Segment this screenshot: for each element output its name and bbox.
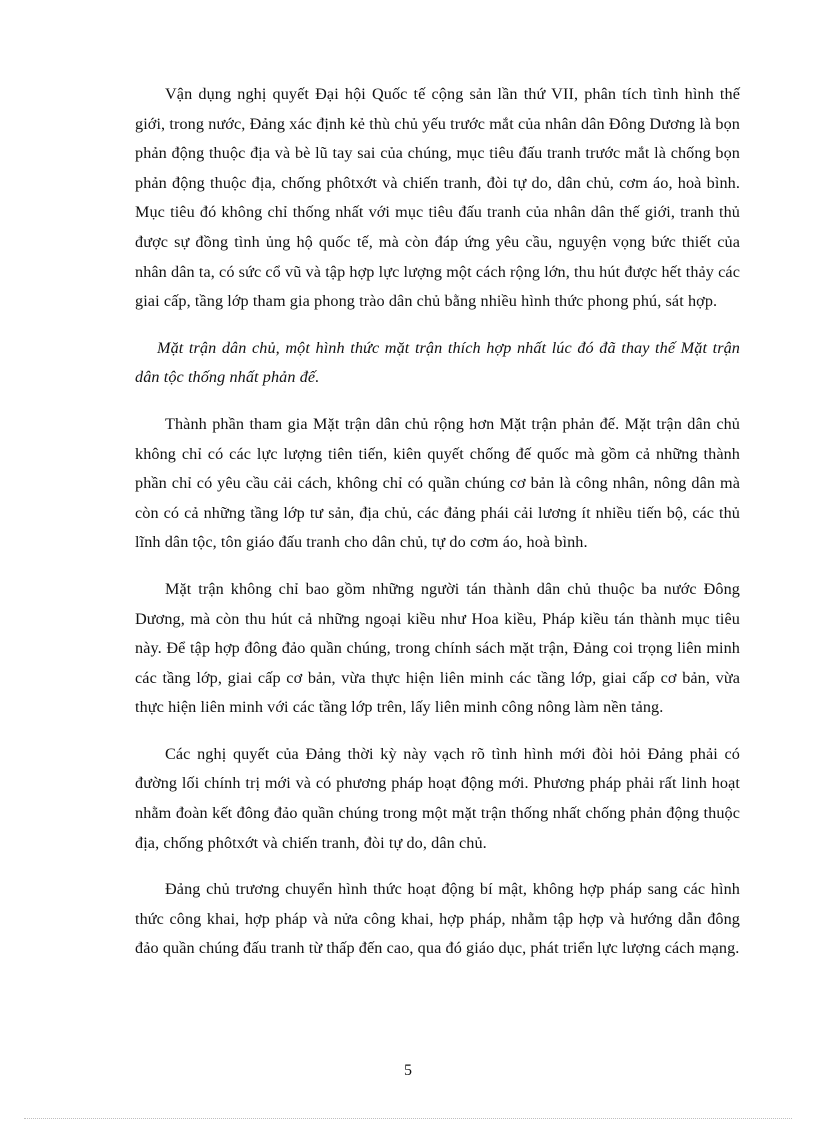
paragraph: Mặt trận không chỉ bao gồm những người tán thành dân chủ thuộc ba nước Đông Dương, mà còn thu hút cả những ngoại kiều như Hoa kiều, Pháp kiều tán thành mục tiêu này. Để tập hợp đông đảo quần chúng, trong chính sách mặt trận, Đảng coi trọng liên minh các tầng lớp, giai cấp cơ bản, vừa thực hiện liên minh các tầng lớp, giai cấp cơ bản, vừa thực hiện liên minh với các tầng lớp trên, lấy liên minh công nông làm nền tảng.	[135, 579, 740, 717]
paragraph: Các nghị quyết của Đảng thời kỳ này vạch rõ tình hình mới đòi hỏi Đảng phải có đường lối chính trị mới và có phương pháp hoạt động mới. Phương pháp phải rất linh hoạt nhằm đoàn kết đông đảo quần chúng trong một mặt trận thống nhất chống phản động thuộc địa, chống phôtxớt và chiến tranh, đòi tự do, dân chủ.	[135, 744, 740, 852]
page-number: 5	[404, 1062, 412, 1079]
italic-paragraph: Mặt trận dân chủ, một hình thức mặt trận thích hợp nhất lúc đó đã thay thế Mặt trận dân tộc thống nhất phản đế.	[135, 338, 740, 387]
paragraph: Đảng chủ trương chuyển hình thức hoạt động bí mật, không hợp pháp sang các hình thức công khai, hợp pháp và nửa công khai, hợp pháp, nhằm tập hợp và hướng dẫn đông đảo quần chúng đấu tranh từ thấp đến cao, qua đó giáo dục, phát triển lực lượng cách mạng.	[135, 880, 740, 958]
paragraph: Vận dụng nghị quyết Đại hội Quốc tế cộng sản lần thứ VII, phân tích tình hình thế giới, trong nước, Đảng xác định kẻ thù chủ yếu trước mắt của nhân dân Đông Dương là bọn phản động thuộc địa và bè lũ tay sai của chúng, mục tiêu đấu tranh trước mắt là chống bọn phản động thuộc địa, chống phôtxớt và chiến tranh, đòi tự do, dân chủ, cơm áo, hoà bình. Mục tiêu đó không chỉ thống nhất với mục tiêu đấu tranh của nhân dân thế giới, tranh thủ được sự đồng tình ủng hộ quốc tế, mà còn đáp ứng yêu cầu, nguyện vọng bức thiết của nhân dân ta, có sức cổ vũ và tập hợp lực lượng một cách rộng lớn, thu hút được hết thảy các giai cấp, tầng lớp tham gia phong trào dân chủ bằng nhiều hình thức phong phú, sát hợp.	[135, 85, 740, 311]
paragraph: Thành phần tham gia Mặt trận dân chủ rộng hơn Mặt trận phản đế. Mặt trận dân chủ không chỉ có các lực lượng tiên tiến, kiên quyết chống đế quốc mà gồm cả những thành phần chỉ có yêu cầu cải cách, không chỉ có quần chúng cơ bản là công nhân, nông dân mà còn có cả những tầng lớp tư sản, địa chủ, các đảng phái cải lương ít nhiều tiến bộ, các thủ lĩnh dân tộc, tôn giáo đấu tranh cho dân chủ, tự do cơm áo, hoà bình.	[135, 414, 740, 552]
document-body	[135, 80, 740, 981]
footer-divider	[24, 1118, 792, 1119]
